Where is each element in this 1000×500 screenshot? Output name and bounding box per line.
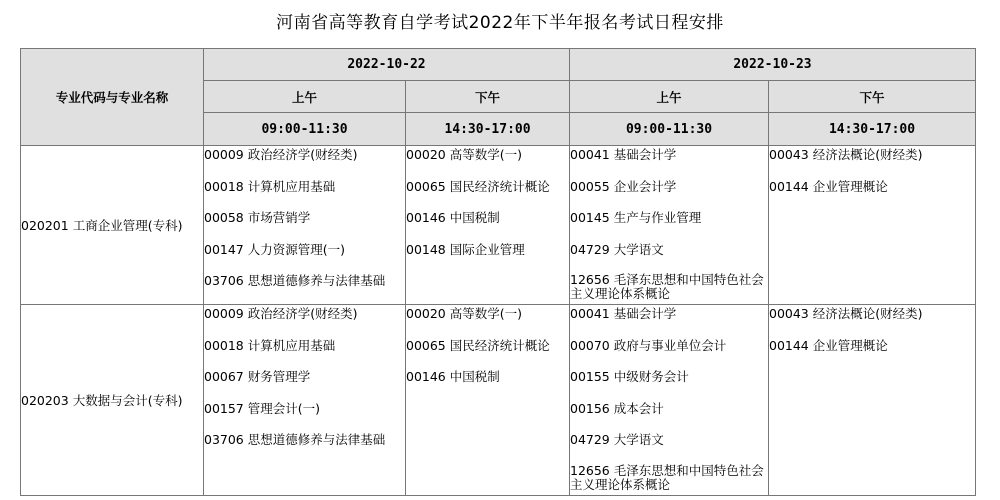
course-item: 00043 经济法概论(财经类) [769, 305, 923, 321]
course-item: 00009 政治经济学(财经类) [204, 147, 358, 162]
course-cell [769, 304, 976, 495]
course-cell [769, 146, 976, 305]
course-item: 00144 企业管理概论 [769, 337, 888, 353]
schedule-table [20, 48, 976, 496]
course-item: 00065 国民经济统计概论 [406, 178, 550, 194]
course-item: 00148 国际企业管理 [406, 241, 525, 257]
major-name: 020203 大数据与会计(专科) [21, 304, 204, 495]
course-item: 03706 思想道德修养与法律基础 [204, 273, 386, 289]
time-header: 14:30-17:00 [406, 113, 570, 146]
session-header: 上午 [204, 81, 406, 113]
course-cell [204, 146, 406, 305]
date-header: 2022-10-23 [570, 49, 976, 81]
table-row [21, 304, 976, 495]
course-item: 03706 思想道德修养与法律基础 [204, 432, 386, 448]
course-item: 00157 管理会计(一) [204, 400, 320, 416]
course-item: 00018 计算机应用基础 [204, 178, 336, 194]
course-item: 00065 国民经济统计概论 [406, 337, 550, 353]
course-item: 12656 毛泽东思想和中国特色社会主义理论体系概论 [570, 462, 764, 492]
course-item: 00144 企业管理概论 [769, 178, 888, 194]
course-item: 04729 大学语文 [570, 432, 664, 448]
course-item: 00146 中国税制 [406, 369, 500, 385]
course-item: 00147 人力资源管理(一) [204, 241, 345, 257]
time-header: 09:00-11:30 [570, 113, 769, 146]
time-header: 14:30-17:00 [769, 113, 976, 146]
course-cell [406, 304, 570, 495]
course-item: 00041 基础会计学 [570, 147, 677, 162]
date-header: 2022-10-22 [204, 49, 570, 81]
course-item: 00070 政府与事业单位会计 [570, 337, 727, 353]
major-name: 020201 工商企业管理(专科) [21, 146, 204, 305]
table-row [21, 146, 976, 305]
course-cell [204, 304, 406, 495]
page-title: 河南省高等教育自学考试2022年下半年报名考试日程安排 [276, 13, 724, 33]
course-item: 00058 市场营销学 [204, 210, 311, 226]
course-cell [570, 146, 769, 305]
course-item: 04729 大学语文 [570, 241, 664, 257]
course-item: 00020 高等数学(一) [406, 305, 522, 321]
course-item: 12656 毛泽东思想和中国特色社会主义理论体系概论 [570, 272, 764, 302]
session-header: 下午 [406, 81, 570, 113]
course-item: 00145 生产与作业管理 [570, 210, 702, 226]
header-row-dates [21, 49, 976, 81]
course-item: 00018 计算机应用基础 [204, 337, 336, 353]
major-column-header: 专业代码与专业名称 [21, 49, 204, 146]
course-cell [570, 304, 769, 495]
course-item: 00156 成本会计 [570, 400, 664, 416]
session-header: 上午 [570, 81, 769, 113]
course-item: 00041 基础会计学 [570, 305, 677, 321]
time-header: 09:00-11:30 [204, 113, 406, 146]
course-item: 00146 中国税制 [406, 210, 500, 226]
course-item: 00043 经济法概论(财经类) [769, 147, 923, 162]
session-header: 下午 [769, 81, 976, 113]
course-item: 00020 高等数学(一) [406, 147, 522, 162]
course-item: 00055 企业会计学 [570, 178, 677, 194]
course-item: 00155 中级财务会计 [570, 369, 689, 385]
course-item: 00067 财务管理学 [204, 369, 311, 385]
course-cell [406, 146, 570, 305]
course-item: 00009 政治经济学(财经类) [204, 305, 358, 321]
